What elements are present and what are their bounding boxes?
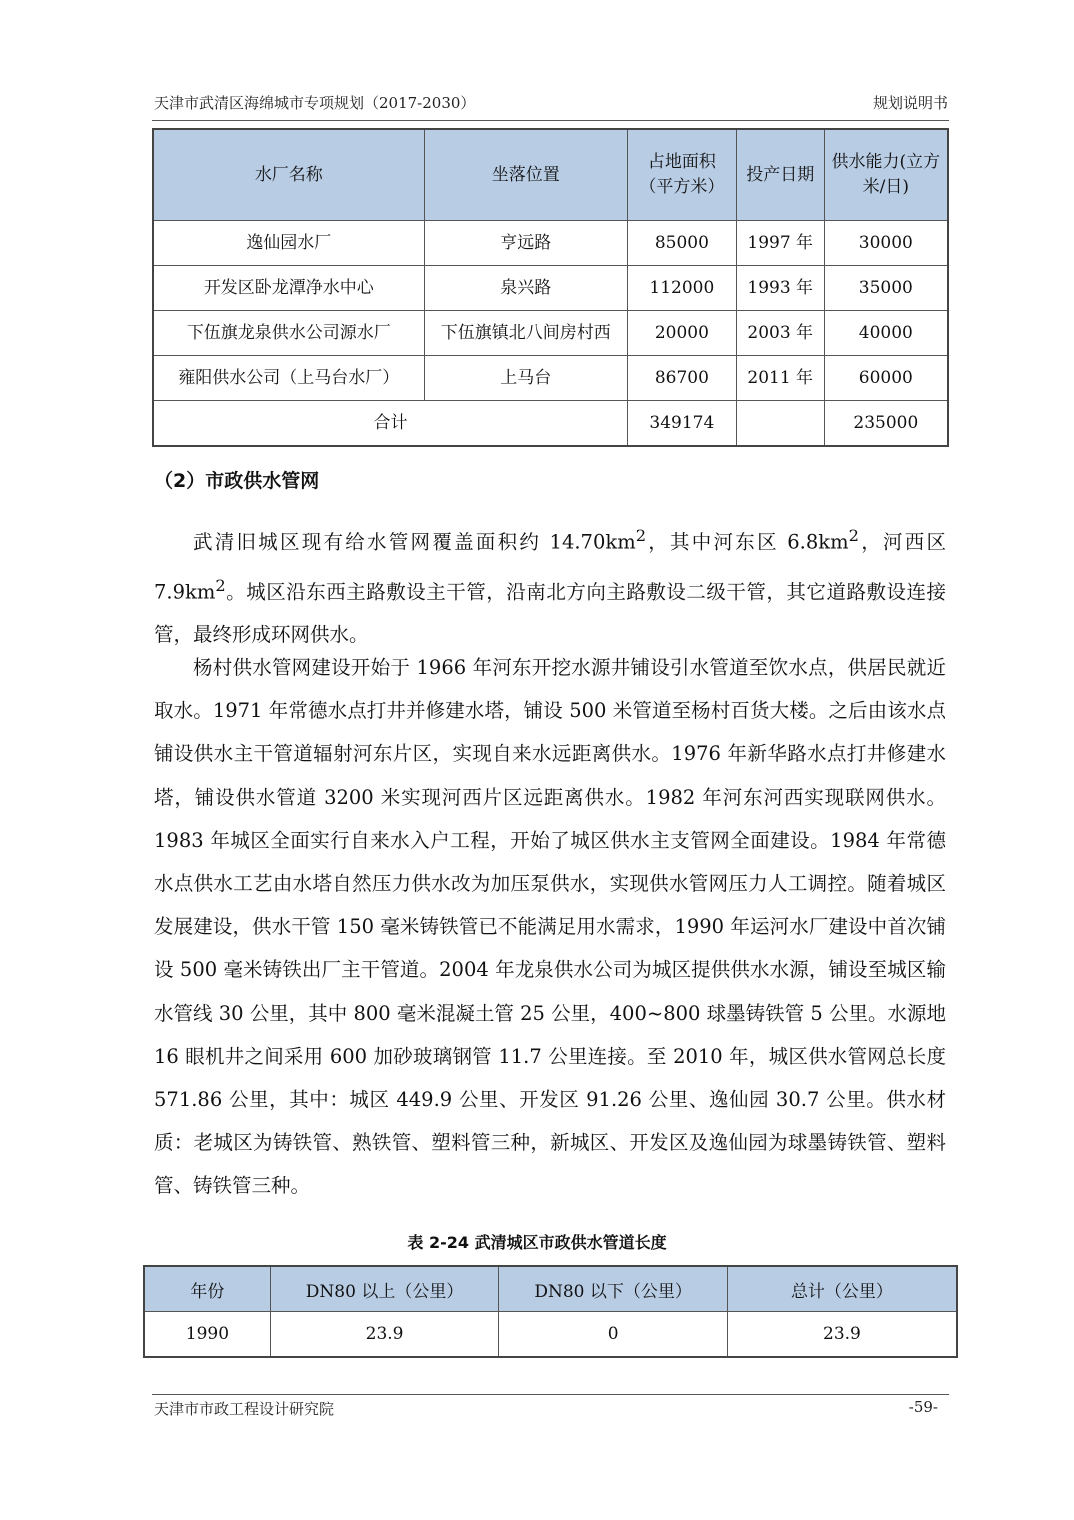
para1-text-c: ，河西区 7.9km <box>154 530 946 604</box>
total-area: 349174 <box>627 401 736 447</box>
header-plant-name: 水厂名称 <box>153 129 424 221</box>
table-row <box>153 311 948 356</box>
total-capacity: 235000 <box>824 401 948 447</box>
footer-institute: 天津市市政工程设计研究院 <box>154 1400 335 1418</box>
superscript: 2 <box>215 575 226 595</box>
cell-location: 上马台 <box>424 356 627 401</box>
cell-area: 86700 <box>627 356 736 401</box>
table-header-row <box>153 129 948 221</box>
cell-capacity: 60000 <box>824 356 948 401</box>
cell-area: 20000 <box>627 311 736 356</box>
table-row <box>153 221 948 266</box>
cell-location: 泉兴路 <box>424 266 627 311</box>
paragraph-network-coverage <box>154 514 946 657</box>
cell-above-dn80: 23.9 <box>270 1312 499 1358</box>
page-header <box>154 92 948 116</box>
table-row <box>153 266 948 311</box>
cell-plant-name: 雍阳供水公司（上马台水厂） <box>153 356 424 401</box>
para1-text-d: 。城区沿东西主路敷设主干管，沿南北方向主路敷设二级干管，其它道路敷设连接管，最终形成环网供水。 <box>154 580 946 647</box>
page-number: -59- <box>908 1398 938 1416</box>
para1-text-a: 武清旧城区现有给水管网覆盖面积约 14.70km <box>193 530 636 554</box>
footer-divider <box>152 1394 949 1395</box>
header-doc-type: 规划说明书 <box>872 94 948 112</box>
cell-year: 1990 <box>144 1312 270 1358</box>
section-title: （2）市政供水管网 <box>154 470 320 492</box>
header-location: 坐落位置 <box>424 129 627 221</box>
cell-below-dn80: 0 <box>499 1312 728 1358</box>
table-row <box>153 356 948 401</box>
header-start-date: 投产日期 <box>736 129 824 221</box>
total-label: 合计 <box>153 401 627 447</box>
cell-location: 下伍旗镇北八间房村西 <box>424 311 627 356</box>
cell-area: 112000 <box>627 266 736 311</box>
header-divider <box>152 120 949 121</box>
table-total-row <box>153 401 948 447</box>
table-row <box>144 1312 957 1358</box>
paragraph-network-history: 杨村供水管网建设开始于 1966 年河东开挖水源井铺设引水管道至饮水点，供居民就近取水。1971 年常德水点打井并修建水塔，铺设 500 米管道至杨村百货大楼。之后由该水点铺设供水主干管道辐射河东片区，实现自来水远距离供水。1976 年新华路水点打井修建水塔，铺设供水管道 3200 米实现河西片区远距离供水。1982 年河东河西实现联网供水。1983 年城区全面实行自来水入户工程，开始了城区供水主支管网全面建设。1984 年常德水点供水工艺由水塔自然压力供水改为加压泵供水，实现供水管网压力人工调控。随着城区发展建设，供水干管 150 毫米铸铁管已不能满足用水需求，1990 年运河水厂建设中首次铺设 500 毫米铸铁出厂主干管道。2004 年龙泉供水公司为城区提供供水水源，铺设至城区输水管线 30 公里，其中 800 毫米混凝土管 25 公里，400~800 球墨铸铁管 5 公里。水源地 16 眼机井之间采用 600 加砂玻璃钢管 11.7 公里连接。至 2010 年，城区供水管网总长度 571.86 公里，其中：城区 449.9 公里、开发区 91.26 公里、逸仙园 30.7 公里。供水材质：老城区为铸铁管、熟铁管、塑料管三种，新城区、开发区及逸仙园为球墨铸铁管、塑料管、铸铁管三种。 <box>154 656 946 1198</box>
total-date <box>736 401 824 447</box>
cell-start-date: 1997 年 <box>736 221 824 266</box>
header-area: 占地面积（平方米） <box>627 129 736 221</box>
cell-start-date: 2003 年 <box>736 311 824 356</box>
header-year: 年份 <box>144 1266 270 1312</box>
cell-start-date: 1993 年 <box>736 266 824 311</box>
table-caption: 表 2-24 武清城区市政供水管道长度 <box>407 1233 667 1252</box>
para1-text-b: ，其中河东区 6.8km <box>646 530 849 554</box>
superscript: 2 <box>848 526 859 545</box>
table-header-row <box>144 1266 957 1312</box>
cell-total: 23.9 <box>727 1312 957 1358</box>
header-doc-title: 天津市武清区海绵城市专项规划（2017-2030） <box>154 94 476 112</box>
header-below-dn80: DN80 以下（公里） <box>499 1266 728 1312</box>
cell-capacity: 40000 <box>824 311 948 356</box>
pipe-length-table <box>143 1265 958 1358</box>
cell-capacity: 30000 <box>824 221 948 266</box>
cell-capacity: 35000 <box>824 266 948 311</box>
cell-location: 亨远路 <box>424 221 627 266</box>
header-above-dn80: DN80 以上（公里） <box>270 1266 499 1312</box>
superscript: 2 <box>635 526 647 545</box>
cell-area: 85000 <box>627 221 736 266</box>
cell-start-date: 2011 年 <box>736 356 824 401</box>
header-capacity: 供水能力(立方米/日) <box>824 129 948 221</box>
cell-plant-name: 下伍旗龙泉供水公司源水厂 <box>153 311 424 356</box>
cell-plant-name: 开发区卧龙潭净水中心 <box>153 266 424 311</box>
water-plant-table <box>152 128 949 447</box>
header-total: 总计（公里） <box>727 1266 957 1312</box>
cell-plant-name: 逸仙园水厂 <box>153 221 424 266</box>
